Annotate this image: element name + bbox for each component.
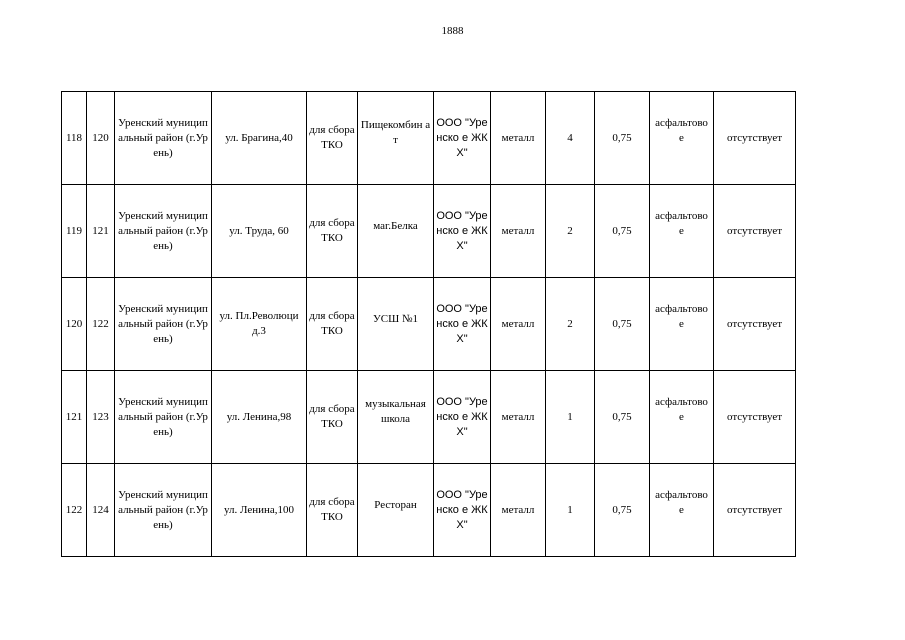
fence-cell-text: отсутствует bbox=[726, 131, 783, 144]
surface-cell bbox=[650, 278, 714, 371]
object-cell bbox=[358, 185, 434, 278]
table-row bbox=[62, 185, 796, 278]
material-cell bbox=[491, 371, 546, 464]
row-number-cell bbox=[62, 464, 87, 557]
object-cell-text: УСШ №1 bbox=[373, 312, 418, 325]
container-volume-cell bbox=[595, 92, 650, 185]
fence-cell bbox=[714, 185, 796, 278]
owner-cell-text: ООО "Уренско е ЖКХ" bbox=[436, 395, 488, 438]
purpose-cell-text: для сбора ТКО bbox=[309, 403, 355, 430]
row-number-cell-text: 121 bbox=[65, 410, 83, 423]
purpose-cell-text: для сбора ТКО bbox=[309, 124, 355, 151]
container-volume-cell-text: 0,75 bbox=[612, 410, 632, 423]
object-cell bbox=[358, 92, 434, 185]
address-cell bbox=[212, 278, 307, 371]
surface-cell-text: асфальтово е bbox=[655, 210, 708, 237]
site-number-cell-text: 122 bbox=[92, 317, 109, 330]
address-cell-text: ул. Ленина,98 bbox=[226, 410, 292, 423]
owner-cell bbox=[434, 185, 491, 278]
purpose-cell bbox=[307, 278, 358, 371]
container-volume-cell-text: 0,75 bbox=[612, 224, 632, 237]
site-number-cell bbox=[87, 371, 115, 464]
container-count-cell bbox=[546, 92, 595, 185]
site-number-cell bbox=[87, 278, 115, 371]
object-cell-text: маг.Белка bbox=[373, 219, 418, 232]
site-number-cell-text: 124 bbox=[92, 503, 109, 516]
purpose-cell bbox=[307, 92, 358, 185]
district-cell-text: Уренский муниципальный район (г.Урень) bbox=[118, 209, 208, 252]
surface-cell bbox=[650, 185, 714, 278]
object-cell-text: Ресторан bbox=[374, 498, 417, 511]
site-number-cell-text: 123 bbox=[92, 410, 109, 423]
owner-cell bbox=[434, 278, 491, 371]
owner-cell-text: ООО "Уренско е ЖКХ" bbox=[436, 209, 488, 252]
object-cell-text: Пищекомбин ат bbox=[360, 119, 431, 146]
owner-cell bbox=[434, 464, 491, 557]
container-count-cell bbox=[546, 185, 595, 278]
address-cell bbox=[212, 92, 307, 185]
container-volume-cell bbox=[595, 185, 650, 278]
owner-cell-text: ООО "Уренско е ЖКХ" bbox=[436, 116, 488, 159]
purpose-cell bbox=[307, 185, 358, 278]
material-cell-text: металл bbox=[501, 317, 535, 330]
fence-cell bbox=[714, 278, 796, 371]
row-number-cell-text: 122 bbox=[65, 503, 83, 516]
material-cell-text: металл bbox=[501, 224, 535, 237]
address-cell-text: ул. Ленина,100 bbox=[223, 503, 295, 516]
container-volume-cell-text: 0,75 bbox=[612, 317, 632, 330]
container-volume-cell-text: 0,75 bbox=[612, 503, 632, 516]
material-cell-text: металл bbox=[501, 503, 535, 516]
container-volume-cell bbox=[595, 278, 650, 371]
purpose-cell-text: для сбора ТКО bbox=[309, 496, 355, 523]
district-cell bbox=[115, 185, 212, 278]
fence-cell-text: отсутствует bbox=[726, 410, 783, 423]
fence-cell bbox=[714, 371, 796, 464]
material-cell-text: металл bbox=[501, 131, 535, 144]
material-cell bbox=[491, 464, 546, 557]
container-count-cell-text: 2 bbox=[567, 317, 573, 330]
container-count-cell bbox=[546, 371, 595, 464]
district-cell bbox=[115, 371, 212, 464]
row-number-cell bbox=[62, 185, 87, 278]
address-cell-text: ул. Брагина,40 bbox=[225, 131, 293, 144]
container-count-cell bbox=[546, 278, 595, 371]
surface-cell-text: асфальтово е bbox=[655, 489, 708, 516]
surface-cell-text: асфальтово е bbox=[655, 117, 708, 144]
table-row bbox=[62, 278, 796, 371]
surface-cell bbox=[650, 92, 714, 185]
container-volume-cell bbox=[595, 371, 650, 464]
material-cell bbox=[491, 185, 546, 278]
owner-cell-text: ООО "Уренско е ЖКХ" bbox=[436, 302, 488, 345]
container-volume-cell bbox=[595, 464, 650, 557]
address-cell bbox=[212, 464, 307, 557]
owner-cell bbox=[434, 371, 491, 464]
row-number-cell-text: 118 bbox=[65, 131, 83, 144]
table-row bbox=[62, 92, 796, 185]
address-cell-text: ул. Труда, 60 bbox=[229, 224, 289, 237]
district-cell bbox=[115, 92, 212, 185]
material-cell bbox=[491, 92, 546, 185]
fence-cell-text: отсутствует bbox=[726, 224, 783, 237]
object-cell bbox=[358, 278, 434, 371]
surface-cell-text: асфальтово е bbox=[655, 396, 708, 423]
purpose-cell bbox=[307, 464, 358, 557]
purpose-cell bbox=[307, 371, 358, 464]
owner-cell-text: ООО "Уренско е ЖКХ" bbox=[436, 488, 488, 531]
container-volume-cell-text: 0,75 bbox=[612, 131, 632, 144]
container-count-cell-text: 2 bbox=[567, 224, 573, 237]
container-count-cell-text: 4 bbox=[567, 131, 573, 144]
site-number-cell bbox=[87, 185, 115, 278]
fence-cell-text: отсутствует bbox=[726, 317, 783, 330]
district-cell bbox=[115, 464, 212, 557]
address-cell-text: ул. Пл.Революци д.3 bbox=[219, 310, 299, 337]
page-number: 1888 bbox=[441, 25, 464, 37]
purpose-cell-text: для сбора ТКО bbox=[309, 217, 355, 244]
site-number-cell-text: 120 bbox=[92, 131, 109, 144]
object-cell bbox=[358, 464, 434, 557]
district-cell-text: Уренский муниципальный район (г.Урень) bbox=[118, 116, 208, 159]
surface-cell bbox=[650, 371, 714, 464]
row-number-cell bbox=[62, 371, 87, 464]
site-number-cell bbox=[87, 92, 115, 185]
table-row bbox=[62, 371, 796, 464]
row-number-cell bbox=[62, 92, 87, 185]
material-cell-text: металл bbox=[501, 410, 535, 423]
site-number-cell-text: 121 bbox=[92, 224, 109, 237]
fence-cell-text: отсутствует bbox=[726, 503, 783, 516]
site-number-cell bbox=[87, 464, 115, 557]
district-cell bbox=[115, 278, 212, 371]
surface-cell-text: асфальтово е bbox=[655, 303, 708, 330]
surface-cell bbox=[650, 464, 714, 557]
row-number-cell-text: 119 bbox=[65, 224, 83, 237]
owner-cell bbox=[434, 92, 491, 185]
district-cell-text: Уренский муниципальный район (г.Урень) bbox=[118, 488, 208, 531]
object-cell-text: музыкальная школа bbox=[365, 398, 426, 425]
district-cell-text: Уренский муниципальный район (г.Урень) bbox=[118, 395, 208, 438]
container-count-cell-text: 1 bbox=[567, 410, 573, 423]
district-cell-text: Уренский муниципальный район (г.Урень) bbox=[118, 302, 208, 345]
purpose-cell-text: для сбора ТКО bbox=[309, 310, 355, 337]
fence-cell bbox=[714, 92, 796, 185]
fence-cell bbox=[714, 464, 796, 557]
container-count-cell-text: 1 bbox=[567, 503, 573, 516]
table-row bbox=[62, 464, 796, 557]
object-cell bbox=[358, 371, 434, 464]
container-count-cell bbox=[546, 464, 595, 557]
address-cell bbox=[212, 371, 307, 464]
material-cell bbox=[491, 278, 546, 371]
address-cell bbox=[212, 185, 307, 278]
row-number-cell-text: 120 bbox=[65, 317, 83, 330]
registry-table bbox=[61, 91, 796, 557]
row-number-cell bbox=[62, 278, 87, 371]
